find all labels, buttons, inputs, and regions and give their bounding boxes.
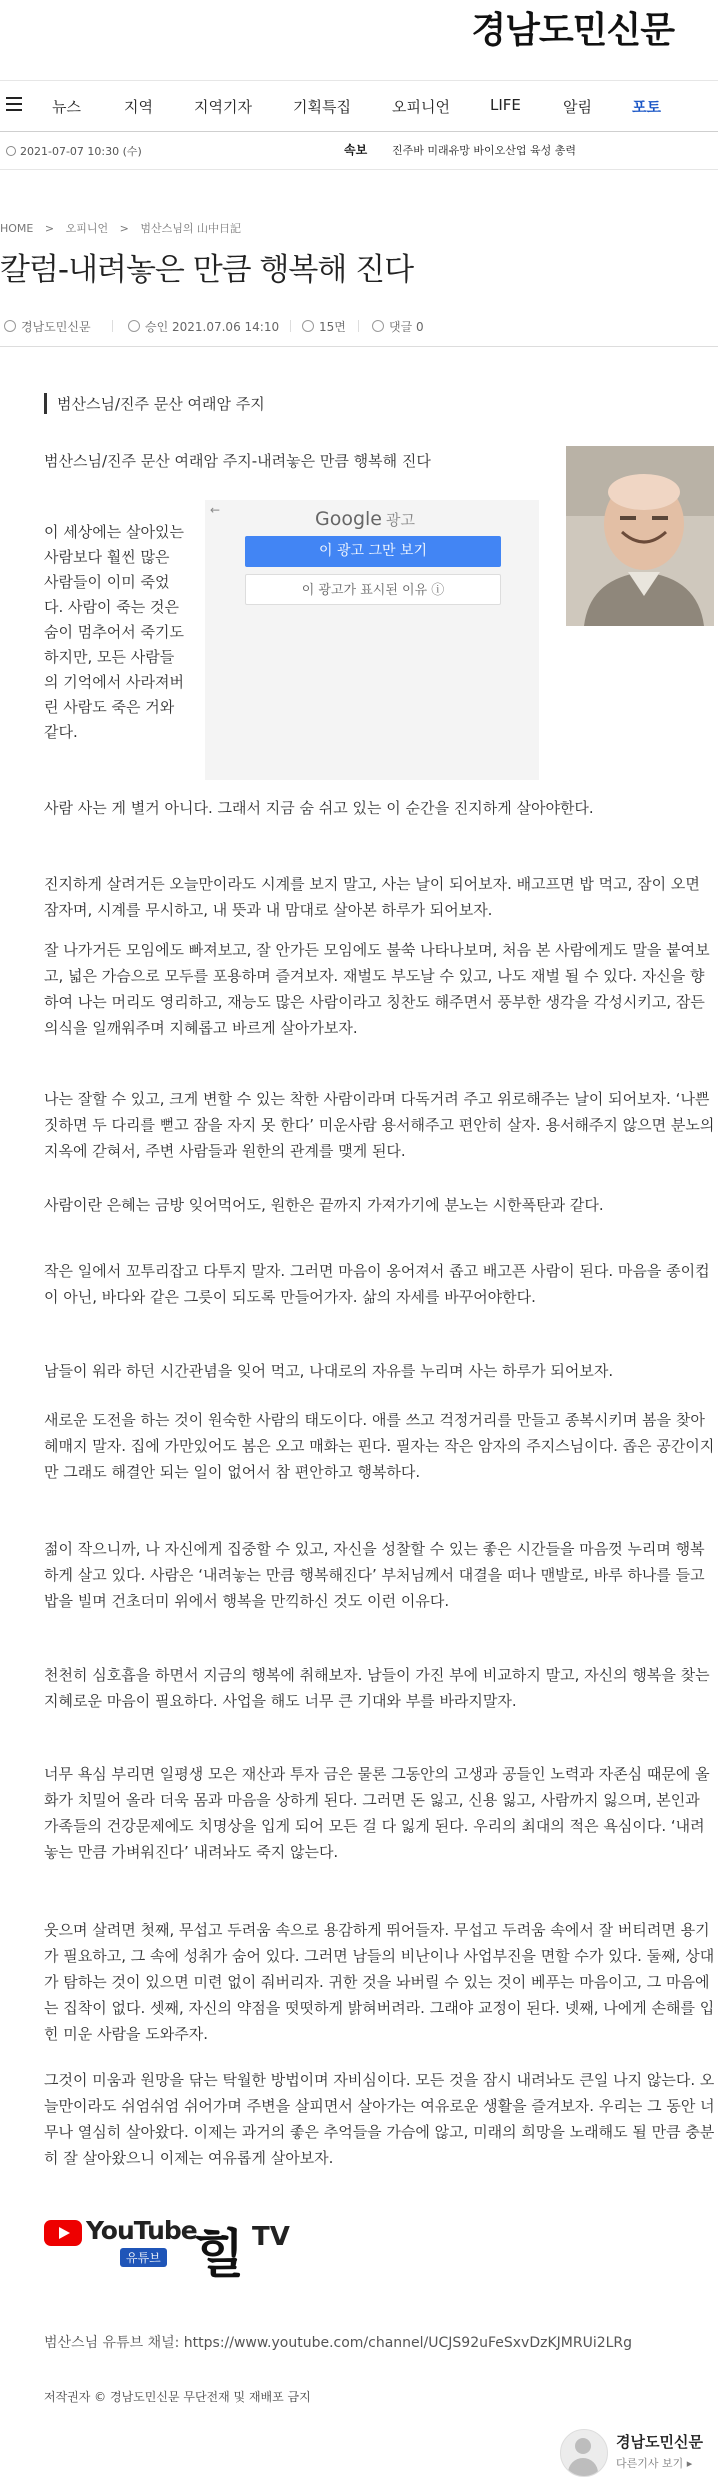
- back-arrow-icon[interactable]: ←: [210, 503, 221, 517]
- article-paragraph: 사람 사는 게 별거 아니다. 그래서 지금 숨 쉬고 있는 이 순간을 진지하게 살아야한다.: [44, 799, 594, 817]
- nav-item-region-reporter[interactable]: 지역기자: [194, 98, 252, 116]
- stop-ad-button[interactable]: 이 광고 그만 보기: [245, 536, 501, 567]
- article-paragraph: 잘 나가거든 모임에도 빠져보고, 잘 안가든 모임에도 불쑥 나타나보며, 처음 본 사람에게도 말을 붙여보고, 넓은 가슴으로 모두를 포용하며 즐겨보자. 재벌도 부도날 수 있고, 나도 재벌 될 수 있다. 자신을 향하여 나는 머리도 영리하고, 재능도 많은 사람이라고 칭찬도 해주면서 풍부한 생각을 각성시키고, 잠든 의식을 일깨워주며 지혜롭고 바르게 살아가보자.: [44, 941, 710, 1037]
- article-paragraph: 젊이 작으니까, 나 자신에게 집중할 수 있고, 자신을 성찰할 수 있는 좋은 시간들을 마음껏 누리며 행복하게 살고 있다. 사람은 ‘내려놓는 만큼 행복해진다’ 부처님께서 대결을 떠나 맨발로, 바루 하나를 들고 밥을 빌며 건초더미 위에서 행복을 만끽하신 것도 이런 이유다.: [44, 1540, 705, 1610]
- divider: [112, 320, 113, 332]
- menu-icon[interactable]: [6, 97, 22, 111]
- page-number-text: 15면: [319, 320, 346, 334]
- comment-icon: [372, 320, 384, 332]
- breadcrumb: [0, 220, 249, 236]
- ad-label: 광고: [386, 511, 415, 529]
- reporter-name: 경남도민신문: [616, 2433, 703, 2451]
- page-number: [302, 318, 346, 335]
- more-articles-link[interactable]: 다른기사 보기 ▸: [616, 2457, 693, 2470]
- youtube-tag: 유튜브: [120, 2248, 167, 2267]
- article-paragraph: 나는 잘할 수 있고, 크게 변할 수 있는 착한 사람이라며 다독거려 주고 위로해주는 날이 되어보자. ‘나쁜 짓하면 두 다리를 뻗고 잠을 자지 못 한다’ 미운사람 용서해주고 편안히 살자. 용서해주지 않으면 분노의 지옥에 갇혀서, 주변 사람들과 원한의 관계를 맺게 된다.: [44, 1090, 715, 1160]
- article-lead: 범산스님/진주 문산 여래암 주지-내려놓은 만큼 행복해 진다: [44, 452, 431, 470]
- author-photo: [566, 446, 714, 626]
- approved-text: 승인 2021.07.06 14:10: [145, 320, 280, 334]
- google-ad: [205, 500, 539, 780]
- divider: [290, 320, 291, 332]
- nav-item-photo[interactable]: 포토: [632, 98, 661, 116]
- article-subhead: 범산스님/진주 문산 여래암 주지: [44, 393, 265, 414]
- comments-link[interactable]: [372, 318, 424, 335]
- nav-item-notice[interactable]: 알림: [563, 98, 592, 116]
- breadcrumb-separator: >: [44, 222, 55, 235]
- nav-item-region[interactable]: 지역: [124, 98, 153, 116]
- breadcrumb-opinion[interactable]: 오피니언: [65, 222, 109, 235]
- article-paragraph: 진지하게 살려거든 오늘만이라도 시계를 보지 말고, 사는 날이 되어보자. 배고프면 밥 먹고, 잠이 오면 잠자며, 시계를 무시하고, 내 뜻과 내 맘대로 살아본 하루가 되어보자.: [44, 875, 700, 919]
- comments-text[interactable]: 댓글 0: [389, 320, 424, 334]
- clock-icon: [128, 320, 140, 332]
- nav-item-opinion[interactable]: 오피니언: [392, 98, 450, 116]
- breaking-news-link[interactable]: 진주바 미래유망 바이오산업 육성 총력: [392, 144, 577, 157]
- article-paragraph: 천천히 심호흡을 하면서 지금의 행복에 취해보자. 남들이 가진 부에 비교하지 말고, 자신의 행복을 찾는 지혜로운 마음이 필요하다. 사업을 해도 너무 큰 기대와 부를 바라지말자.: [44, 1666, 710, 1710]
- hil-tv-logo: 힐: [194, 2224, 245, 2285]
- article-paragraph: 그것이 미움과 원망을 닦는 탁월한 방법이며 자비심이다. 모든 것을 잠시 내려놔도 큰일 나지 않는다. 오늘만이라도 쉬엄쉬엄 쉬어가며 주변을 살피면서 살아가는 여유로운 생활을 즐겨보자. 우리는 그 동안 너무나 열심히 살아왔다. 이제는 과거의 좋은 추억들을 가슴에 않고, 미래의 희망을 노래해도 될 만큼 충분히 잘 살아왔으니 이제는 여유롭게 살아보자.: [44, 2071, 715, 2167]
- why-ad-button[interactable]: 이 광고가 표시된 이유 ⓘ: [245, 574, 501, 605]
- sub-bar: [0, 131, 718, 170]
- youtube-wordmark: YouTube: [86, 2216, 197, 2245]
- user-icon: [4, 320, 16, 332]
- youtube-channel-link[interactable]: 범산스님 유튜브 채널: https://www.youtube.com/channel/UCJS92uFeSxvDzKJMRUi2LRg: [44, 2335, 633, 2351]
- reporter-card: [560, 2423, 718, 2477]
- main-nav: [0, 80, 718, 132]
- divider: [358, 320, 359, 332]
- article-paragraph: 남들이 워라 하던 시간관념을 잊어 먹고, 나대로의 자유를 누리며 사는 하루가 되어보자.: [44, 1362, 614, 1380]
- copyright-notice: 저작권자 © 경남도민신문 무단전재 및 재배포 금지: [44, 2390, 311, 2404]
- article-paragraph: 새로운 도전을 하는 것이 원숙한 사람의 태도이다. 애를 쓰고 걱정거리를 만들고 종복시키며 봄을 찾아 헤매지 말자. 집에 가만있어도 봄은 오고 매화는 핀다. 필자는 작은 암자의 주지스님이다. 좁은 공간이지만 그래도 해결안 되는 일이 없어서 참 편안하고 행복하다.: [44, 1411, 715, 1481]
- page-icon: [302, 320, 314, 332]
- article-title: 칼럼-내려놓은 만큼 행복해 진다: [0, 252, 414, 288]
- masthead: [0, 0, 718, 72]
- breadcrumb-series[interactable]: 범산스님의 山中日記: [140, 222, 241, 235]
- byline: [4, 318, 91, 335]
- nav-item-life[interactable]: LIFE: [490, 96, 521, 114]
- article-paragraph: 작은 일에서 꼬투리잡고 다투지 말자. 그러면 마음이 옹어져서 좁고 배고픈 사람이 된다. 마음을 종이컵이 아닌, 바다와 같은 그릇이 되도록 만들어가자. 삶의 자세를 바꾸어야한다.: [44, 1262, 710, 1306]
- ad-brand: [315, 508, 415, 530]
- breadcrumb-home[interactable]: HOME: [0, 222, 34, 235]
- breaking-label: 속보: [344, 143, 368, 157]
- nav-item-special[interactable]: 기획특집: [293, 98, 351, 116]
- article-paragraph: 웃으며 살려면 첫째, 무섭고 두려움 속으로 용감하게 뛰어들자. 무섭고 두려움 속에서 잘 버티려면 용기가 필요하고, 그 속에 성취가 숨어 있다. 그러면 남들의 비난이나 사업부진을 면할 수가 있다. 둘째, 상대가 탐하는 것이 있으면 미련 없이 줘버리자. 귀한 것을 놔버릴 수 있는 것이 베푸는 마음이고, 그 마음에는 집착이 없다. 셋째, 자신의 약점을 떳떳하게 밝혀버려라. 그래야 교정이 된다. 넷째, 나에게 손해를 입힌 미운 사람을 도와주자.: [44, 1921, 715, 2043]
- date-text: 2021-07-07 10:30 (수): [20, 145, 142, 158]
- byline-text: 경남도민신문: [21, 320, 91, 334]
- approved-time: [128, 318, 279, 335]
- current-date: [6, 143, 142, 159]
- google-wordmark: Google: [315, 508, 383, 530]
- article-paragraph: 사람이란 은혜는 금방 잊어먹어도, 원한은 끝까지 가져가기에 분노는 시한폭탄과 같다.: [44, 1196, 604, 1214]
- breadcrumb-separator: >: [119, 222, 129, 235]
- nav-item-news[interactable]: 뉴스: [52, 98, 81, 116]
- article-meta: [0, 306, 718, 347]
- avatar: [560, 2429, 608, 2477]
- youtube-play-icon: [44, 2220, 82, 2246]
- site-logo[interactable]: 경남도민신문: [471, 10, 674, 51]
- article-paragraph: 너무 욕심 부리면 일평생 모은 재산과 투자 금은 물론 그동안의 고생과 공들인 노력과 자존심 때문에 올화가 치밀어 올라 더욱 몸과 마음을 상하게 된다. 그러면 돈 잃고, 신용 잃고, 사람까지 잃으며, 본인과 가족들의 건강문제에도 치명상을 입게 되어 모든 걸 다 잃게 된다. 우리의 최대의 적은 욕심이다. ‘내려놓는 만큼 가벼워진다’ 내려놔도 죽지 않는다.: [44, 1765, 710, 1861]
- author-portrait-image: [566, 446, 714, 626]
- clock-icon: [6, 146, 16, 156]
- article-paragraph: 이 세상에는 살아있는 사람보다 훨씬 많은 사람들이 이미 죽었다. 사람이 죽는 것은 숨이 멈추어서 죽기도 하지만, 모든 사람들의 기억에서 사라져버린 사람도 죽은 거와 같다.: [44, 523, 184, 741]
- hil-tv-label: TV: [252, 2222, 290, 2252]
